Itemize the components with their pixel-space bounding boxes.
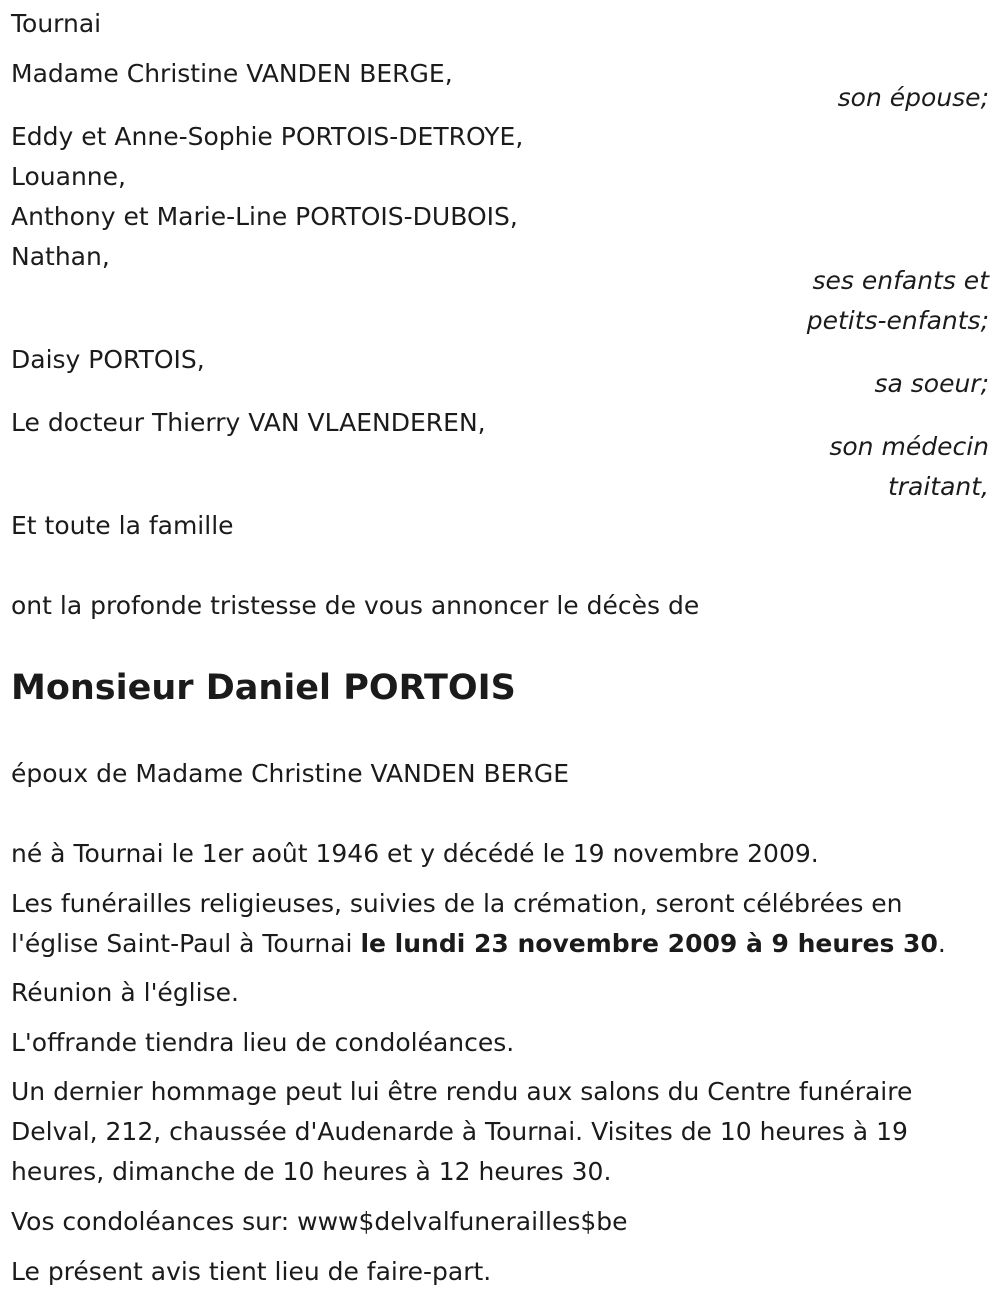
family-member-sister: Daisy PORTOIS,: [11, 345, 205, 374]
deceased-name: Monsieur Daniel PORTOIS: [11, 668, 516, 708]
family-member: Eddy et Anne-Sophie PORTOIS-DETROYE,: [11, 122, 524, 151]
funeral-date-time: le lundi 23 novembre 2009 à 9 heures 30: [360, 929, 938, 958]
funeral-line-1: Les funérailles religieuses, suivies de la crémation, seront célébrées en: [11, 889, 903, 918]
relation-sister: sa soeur;: [874, 369, 989, 398]
relation-spouse: son épouse;: [837, 83, 989, 112]
condolences: Vos condoléances sur: www$delvalfunerailles$be: [11, 1207, 628, 1236]
tribute-line: heures, dimanche de 10 heures à 12 heures 30.: [11, 1157, 612, 1186]
location: Tournai: [11, 9, 102, 38]
family-member: Nathan,: [11, 242, 110, 271]
all-family: Et toute la famille: [11, 511, 234, 540]
relation-children: ses enfants et: [812, 266, 989, 295]
funeral-church: l'église Saint-Paul à Tournai: [11, 929, 361, 958]
family-member-spouse: Madame Christine VANDEN BERGE,: [11, 59, 453, 88]
relation-doctor: traitant,: [887, 472, 989, 501]
offering: L'offrande tiendra lieu de condoléances.: [11, 1028, 515, 1057]
announcement: ont la profonde tristesse de vous annoncer le décès de: [11, 591, 700, 620]
notice: Le présent avis tient lieu de faire-part.: [11, 1257, 492, 1286]
meeting: Réunion à l'église.: [11, 978, 239, 1007]
spouse-line: époux de Madame Christine VANDEN BERGE: [11, 759, 570, 788]
funeral-period: .: [937, 929, 946, 958]
funeral-line-2: [11, 928, 946, 960]
family-member: Anthony et Marie-Line PORTOIS-DUBOIS,: [11, 202, 518, 231]
relation-doctor: son médecin: [829, 432, 989, 461]
tribute-line: Un dernier hommage peut lui être rendu aux salons du Centre funéraire: [11, 1077, 913, 1106]
family-member: Louanne,: [11, 162, 126, 191]
doctor: Le docteur Thierry VAN VLAENDEREN,: [11, 408, 486, 437]
relation-children: petits-enfants;: [806, 306, 989, 335]
birth-death: né à Tournai le 1er août 1946 et y décédé le 19 novembre 2009.: [11, 839, 819, 868]
tribute-line: Delval, 212, chaussée d'Audenarde à Tournai. Visites de 10 heures à 19: [11, 1117, 908, 1146]
